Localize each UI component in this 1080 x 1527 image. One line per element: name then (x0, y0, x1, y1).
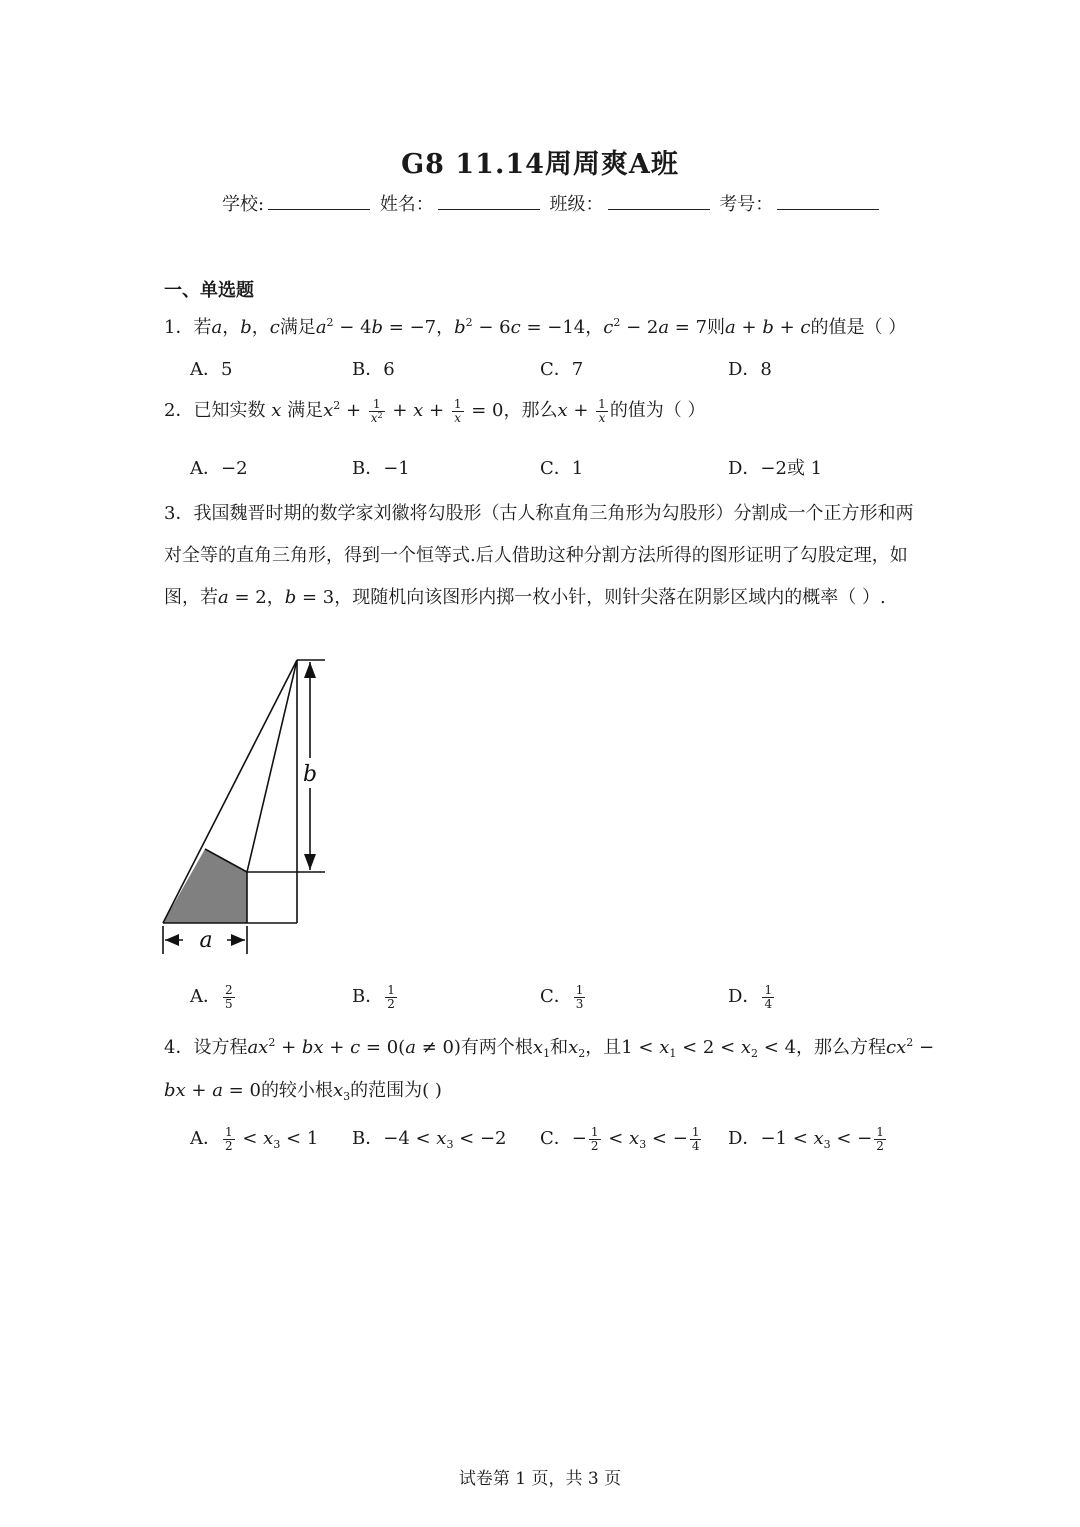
q2-text-d: 的值为（ ） (609, 400, 706, 421)
q1-text-b: 满足 (279, 317, 316, 338)
q3-figure (150, 650, 350, 960)
q3-option-a[interactable]: A． $\frac{2}{5}$ (190, 982, 233, 1011)
q2-option-c[interactable]: C．1 (540, 458, 584, 479)
q1-option-b[interactable]: B．6 (352, 359, 395, 380)
q1-text-d: 的值是（ ） (810, 317, 907, 338)
figure-label-a: a (199, 928, 213, 953)
q2-number: 2． (164, 400, 194, 421)
q1-text-a: 若 (193, 317, 212, 338)
q4-option-c[interactable]: C．− $\frac{1}{2}$ < $x_3$ < − $\frac{1}{4}$ (540, 1124, 700, 1153)
q1-text-c: 则 (707, 317, 726, 338)
q1-number: 1． (164, 317, 194, 338)
q4-text-c: 和 (550, 1037, 569, 1058)
q3-option-b[interactable]: B． $\frac{1}{2}$ (352, 982, 395, 1011)
question-1: 1．若a，b，c满足$a^2 - 4b = -7$，$b^2 - 6c = -14$，$c^2 - 2a = 7$则a + b + c的值是（ ） (164, 316, 907, 338)
q4-option-a[interactable]: A． $\frac{1}{2}$ < $x_3 < 1$ (190, 1124, 319, 1153)
q1-option-c[interactable]: C．7 (540, 359, 584, 380)
q4-text-a: 设方程 (193, 1037, 248, 1058)
q1-option-a[interactable]: A．5 (190, 359, 233, 380)
q3-option-d[interactable]: D． $\frac{1}{4}$ (728, 982, 773, 1011)
exam-no-label: 考号： (719, 194, 774, 215)
page-footer: 试卷第 1 页，共 3 页 (458, 1469, 622, 1489)
q4-text-g: 的范围为( ) (350, 1080, 442, 1101)
q4-text-f: 的较小根 (260, 1080, 333, 1101)
q4-text-b: 有两个根 (460, 1037, 533, 1058)
school-blank[interactable] (268, 193, 370, 210)
school-label: 学校: (222, 194, 265, 215)
q2-text-a: 已知实数 (193, 400, 266, 421)
q2-text-b: 满足 (287, 400, 324, 421)
class-blank[interactable] (608, 193, 710, 210)
question-2: 2．已知实数 x 满足$x^2$ + $\frac{1}{x^2}$ + x + $\frac{1}{x}$ = 0，那么x + $\frac{1}{x}$ 的值为（ ） (164, 396, 706, 425)
name-label: 姓名： (379, 194, 434, 215)
q1-option-d[interactable]: D．8 (728, 359, 772, 380)
q4-option-b[interactable]: B．$-4 < x_3 < -2$ (352, 1128, 507, 1151)
figure-label-b: b (302, 762, 318, 787)
question-4-line-1: 4．设方程$ax^2$ + bx + c = 0(a ≠ 0)有两个根$x_1$和$x_2$，且$1 < x_1 < 2 < x_2 < 4$，那么方程$cx^2$ − (164, 1036, 935, 1060)
q3-number: 3． (164, 503, 194, 524)
question-4-line-2: bx + a = 0的较小根$x_3$的范围为( ) (164, 1080, 442, 1103)
section-heading: 一、单选题 (164, 280, 254, 301)
name-blank[interactable] (438, 193, 540, 210)
q4-number: 4． (164, 1037, 194, 1058)
q2-text-c: ，那么 (503, 400, 558, 421)
q2-option-b[interactable]: B．−1 (352, 458, 410, 479)
q3-option-c[interactable]: C． $\frac{1}{3}$ (540, 982, 584, 1011)
q3-text-1: 我国魏晋时期的数学家刘徽将勾股形（古人称直角三角形为勾股形）分割成一个正方形和两对全等的直角三角形，得到一个恒等式.后人借助这种分割方法所得的图形证明了勾股定理，如图，若 (164, 503, 914, 608)
q2-option-d[interactable]: D．−2或 1 (728, 458, 823, 479)
question-3: 3．我国魏晋时期的数学家刘徽将勾股形（古人称直角三角形为勾股形）分割成一个正方形和两对全等的直角三角形，得到一个恒等式.后人借助这种分割方法所得的图形证明了勾股定理，如图，若a = 2，b = 3，现随机向该图形内掷一枚小针，则针尖落在阴影区域内的概率（ ）. (164, 503, 914, 608)
shaded-region (163, 849, 247, 923)
q4-option-d[interactable]: D．$-1 < x_3$ < − $\frac{1}{2}$ (728, 1124, 884, 1153)
q3-text-2: ，现随机向该图形内掷一枚小针，则针尖落在阴影区域内的概率（ ）. (334, 587, 886, 608)
student-info-line (222, 190, 883, 216)
q4-text-d: ，且 (585, 1037, 622, 1058)
page-title: G8 11.14周周爽A班 (401, 149, 679, 180)
q4-text-e: ，那么方程 (796, 1037, 887, 1058)
exam-no-blank[interactable] (777, 193, 879, 210)
q2-option-a[interactable]: A．−2 (190, 458, 248, 479)
class-label: 班级： (549, 194, 604, 215)
